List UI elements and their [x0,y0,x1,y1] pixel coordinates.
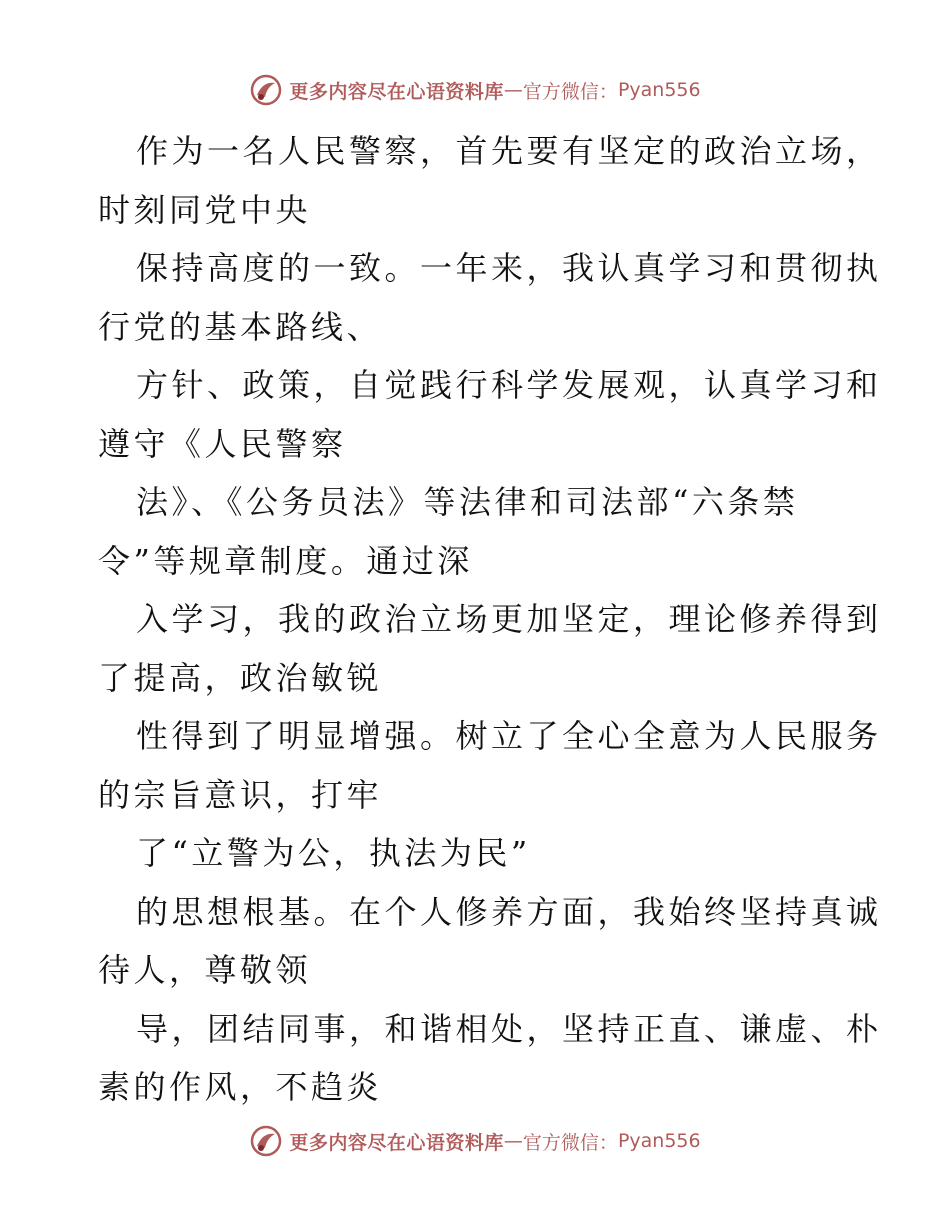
page-footer-watermark [0,1123,950,1159]
text-line: 时刻同党中央 [98,190,312,229]
brand-logo-icon [249,73,283,107]
text-line: 保持高度的一致。一年来，我认真学习和贯彻执 [136,249,882,287]
text-line: 方针、政策，自觉践行科学发展观，认真学习和 [136,366,882,404]
text-line: 遵守《人民警察 [98,424,347,463]
header-wechat-label: 官方微信： [522,80,618,103]
text-line: 作为一名人民警察，首先要有坚定的政治立场， [136,132,882,170]
header-separator: — [503,79,523,101]
header-wechat-id: Pyan556 [617,79,701,101]
footer-separator: — [503,1130,523,1152]
text-line: 的思想根基。在个人修养方面，我始终坚持真诚 [136,892,882,931]
brand-logo-icon [249,1124,283,1158]
text-line: 了“立警为公，执法为民” [136,834,531,872]
text-line: 行党的基本路线、 [98,307,383,346]
header-brand-text: 更多内容尽在心语资料库 [289,80,504,103]
page-header-watermark [0,72,950,108]
text-line: 素的作风，不趋炎 [98,1068,383,1106]
text-line: 法》、《公务员法》等法律和司法部“六条禁 [136,483,799,521]
text-line: 待人，尊敬领 [98,951,312,989]
text-line: 令”等规章制度。通过深 [98,541,473,580]
document-body [98,122,882,1117]
footer-brand-text: 更多内容尽在心语资料库 [289,1131,504,1154]
text-line: 了提高，政治敏锐 [98,658,383,697]
text-line: 性得到了明显增强。树立了全心全意为人民服务 [136,717,882,755]
text-line: 入学习，我的政治立场更加坚定，理论修养得到 [136,600,882,638]
footer-wechat-label: 官方微信： [522,1131,618,1154]
text-line: 的宗旨意识，打牢 [98,775,383,814]
text-line: 导，团结同事，和谐相处，坚持正直、谦虚、朴 [136,1009,882,1048]
footer-wechat-id: Pyan556 [617,1130,701,1152]
